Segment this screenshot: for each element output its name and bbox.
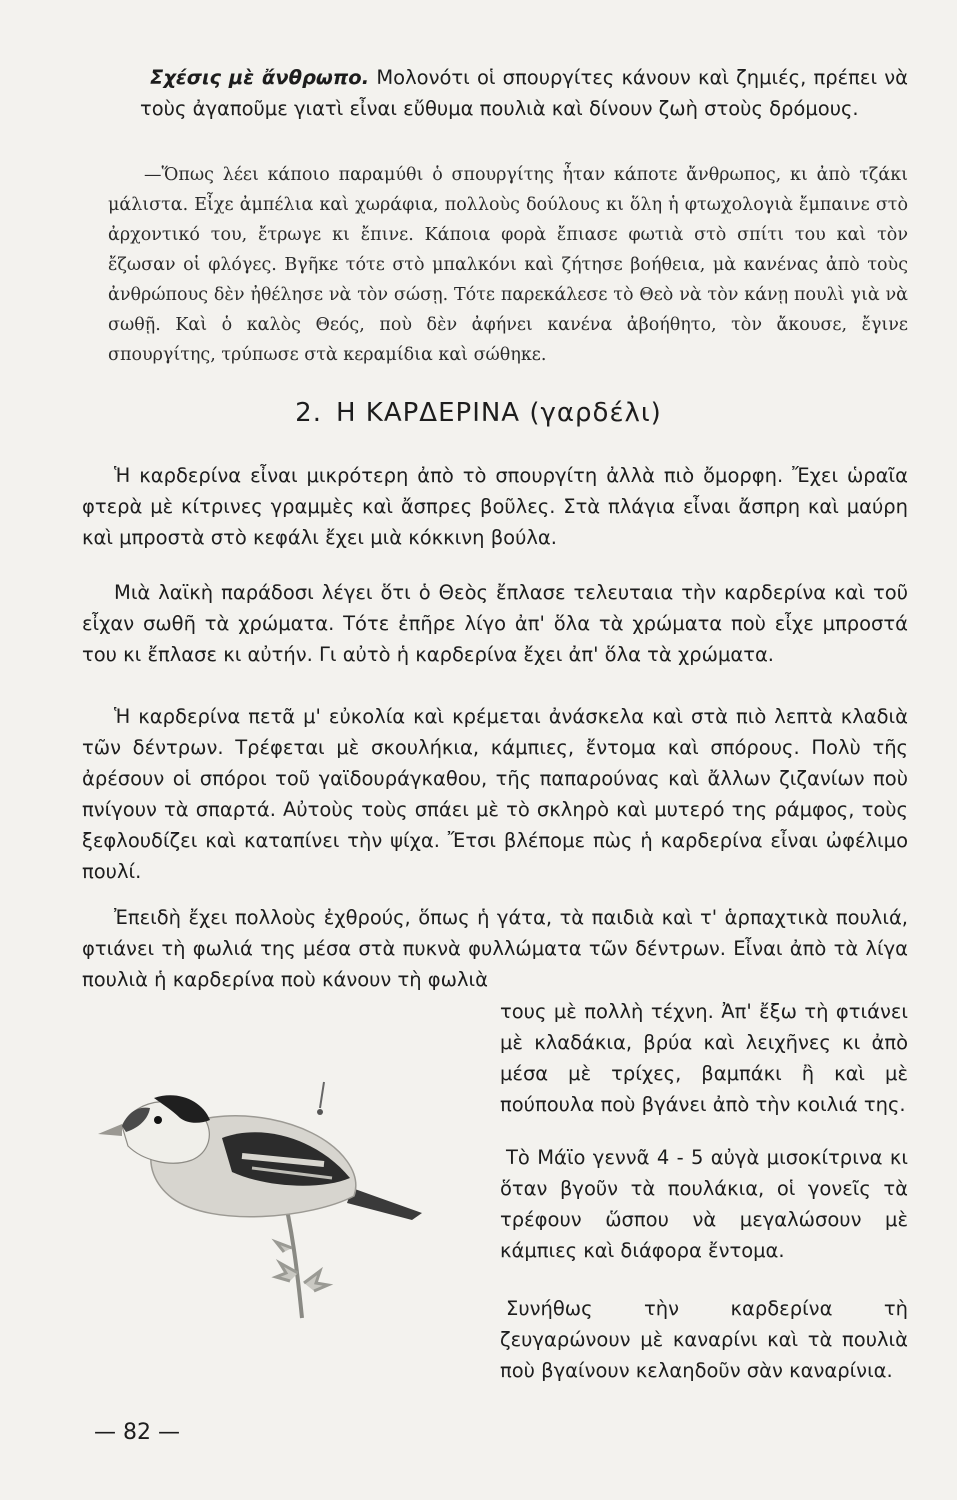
- intro-lead: Σχέσις μὲ ἄνθρωπο.: [150, 66, 370, 89]
- section-heading: [0, 398, 957, 428]
- paragraph-legend: Μιὰ λαϊκὴ παράδοσι λέγει ὅτι ὁ Θεὸς ἔπλασε τελευταια τὴν καρδερίνα καὶ τοῦ εἶχαν σωθῆ τὰ χρώματα. Τότε ἐπῆρε λίγο ἀπ' ὅλα τὰ χρώματα ποὺ εἶχε μπροστά του κι ἔπλασε κι αὐτήν. Γι αὐτὸ ἡ καρδερίνα ἔχει ἀπ' ὅλα τὰ χρώματα.: [82, 581, 908, 666]
- intro-text: Μολονότι οἱ σπουργίτες κάνουν καὶ ζημιές, πρέπει νὰ τοὺς ἀγαποῦμε γιατὶ εἶναι εὔθυμα πουλιὰ καὶ δίνουν ζωὴ στοὺς δρόμους.: [140, 66, 909, 120]
- paragraph-appearance: Ἡ καρδερίνα εἶναι μικρότερη ἀπὸ τὸ σπουργίτη ἀλλὰ πιὸ ὄμορφη. Ἔχει ὡραῖα φτερὰ μὲ κίτρινες γραμμὲς καὶ ἄσπρες βοῦλες. Στὰ πλάγια εἶναι ἄσπρη καὶ μαύρη καὶ μπροστὰ στὸ κεφάλι ἔχει μιὰ κόκκινη βούλα.: [82, 464, 908, 549]
- section-number: 2.: [295, 398, 322, 428]
- page-number: — 82 —: [94, 1420, 180, 1445]
- column-pairing: Συνήθως τὴν καρδερίνα τὴ ζευγαρώνουν μὲ καναρίνι καὶ τὰ πουλιὰ ποὺ βγαίνουν κελαηδοῦν σὰν καναρίνια.: [500, 1297, 908, 1382]
- section-title: Η ΚΑΡΔΕΡΙΝΑ (γαρδέλι): [335, 398, 662, 428]
- goldfinch-illustration: [92, 1068, 432, 1323]
- intro-paragraph: [140, 62, 908, 124]
- paragraph-nest: Ἐπειδὴ ἔχει πολλοὺς ἐχθρούς, ὅπως ἡ γάτα, τὰ παιδιὰ καὶ τ' ἁρπαχτικὰ πουλιά, φτιάνει τὴ φωλιά της μέσα στὰ πυκνὰ φυλλώματα τῶν δέντρων. Εἶναι ἀπὸ τὰ λίγα πουλιὰ ἡ καρδερίνα ποὺ κάνουν τὴ φωλιὰ: [82, 906, 908, 991]
- column-nest-continued: τους μὲ πολλὴ τέχνη. Ἀπ' ἔξω τὴ φτιάνει μὲ κλαδάκια, βρύα καὶ λειχῆνες κι ἀπὸ μέσα μὲ τρίχες, βαμπάκι ἢ καὶ μὲ πούπουλα ποὺ βγάνει ἀπὸ τὴν κοιλιά της.: [500, 1000, 908, 1116]
- paragraph-habits: Ἡ καρδερίνα πετᾶ μ' εὐκολία καὶ κρέμεται ἀνάσκελα καὶ στὰ πιὸ λεπτὰ κλαδιὰ τῶν δέντρων. Τρέφεται μὲ σκουλήκια, κάμπιες, ἔντομα καὶ σπόρους. Πολὺ τῆς ἀρέσουν οἱ σπόροι τοῦ γαϊδουράγκαθου, τῆς παπαρούνας καὶ ἄλλων ζιζανίων ποὺ πνίγουν τὰ σπαρτά. Αὐτοὺς τοὺς σπάει μὲ τὸ σκληρὸ καὶ μυτερό της ράμφος, τοὺς ξεφλουδίζει καὶ καταπίνει τὴν ψίχα. Ἔτσι βλέπομε πὼς ἡ καρδερίνα εἶναι ὠφέλιμο πουλί.: [82, 705, 908, 883]
- myth-paragraph: —Ὅπως λέει κάποιο παραμύθι ὁ σπουργίτης ἦταν κάποτε ἄνθρωπος, κι ἀπὸ τζάκι μάλιστα. Εἶχε ἀμπέλια καὶ χωράφια, πολλοὺς δούλους κι ὅλη ἡ φτωχολογιὰ ἔμπαινε στὸ ἀρχοντικό του, ἔτρωγε κι ἔπινε. Κάποια φορὰ ἔπιασε φωτιὰ στὸ σπίτι του καὶ τὸν ἔζωσαν οἱ φλόγες. Βγῆκε τότε στὸ μπαλκόνι καὶ ζήτησε βοήθεια, μὰ κανένας ἀπὸ τοὺς ἀνθρώπους δὲν ἠθέλησε νὰ τὸν σώσῃ. Τότε παρεκάλεσε τὸ Θεὸ νὰ τὸν κάνῃ πουλὶ γιὰ νὰ σωθῇ. Καὶ ὁ καλὸς Θεός, ποὺ δὲν ἀφήνει κανένα ἀβοήθητο, τὸν ἄκουσε, ἔγινε σπουργίτης, τρύπωσε στὰ κεραμίδια καὶ σώθηκε.: [108, 165, 908, 365]
- column-eggs: Τὸ Μάϊο γεννᾶ 4 - 5 αὐγὰ μισοκίτρινα κι ὅταν βγοῦν τὰ πουλάκια, οἱ γονεῖς τὰ τρέφουν ὥσπου νὰ μεγαλώσουν μὲ κάμπιες καὶ διάφορα ἔντομα.: [500, 1146, 908, 1262]
